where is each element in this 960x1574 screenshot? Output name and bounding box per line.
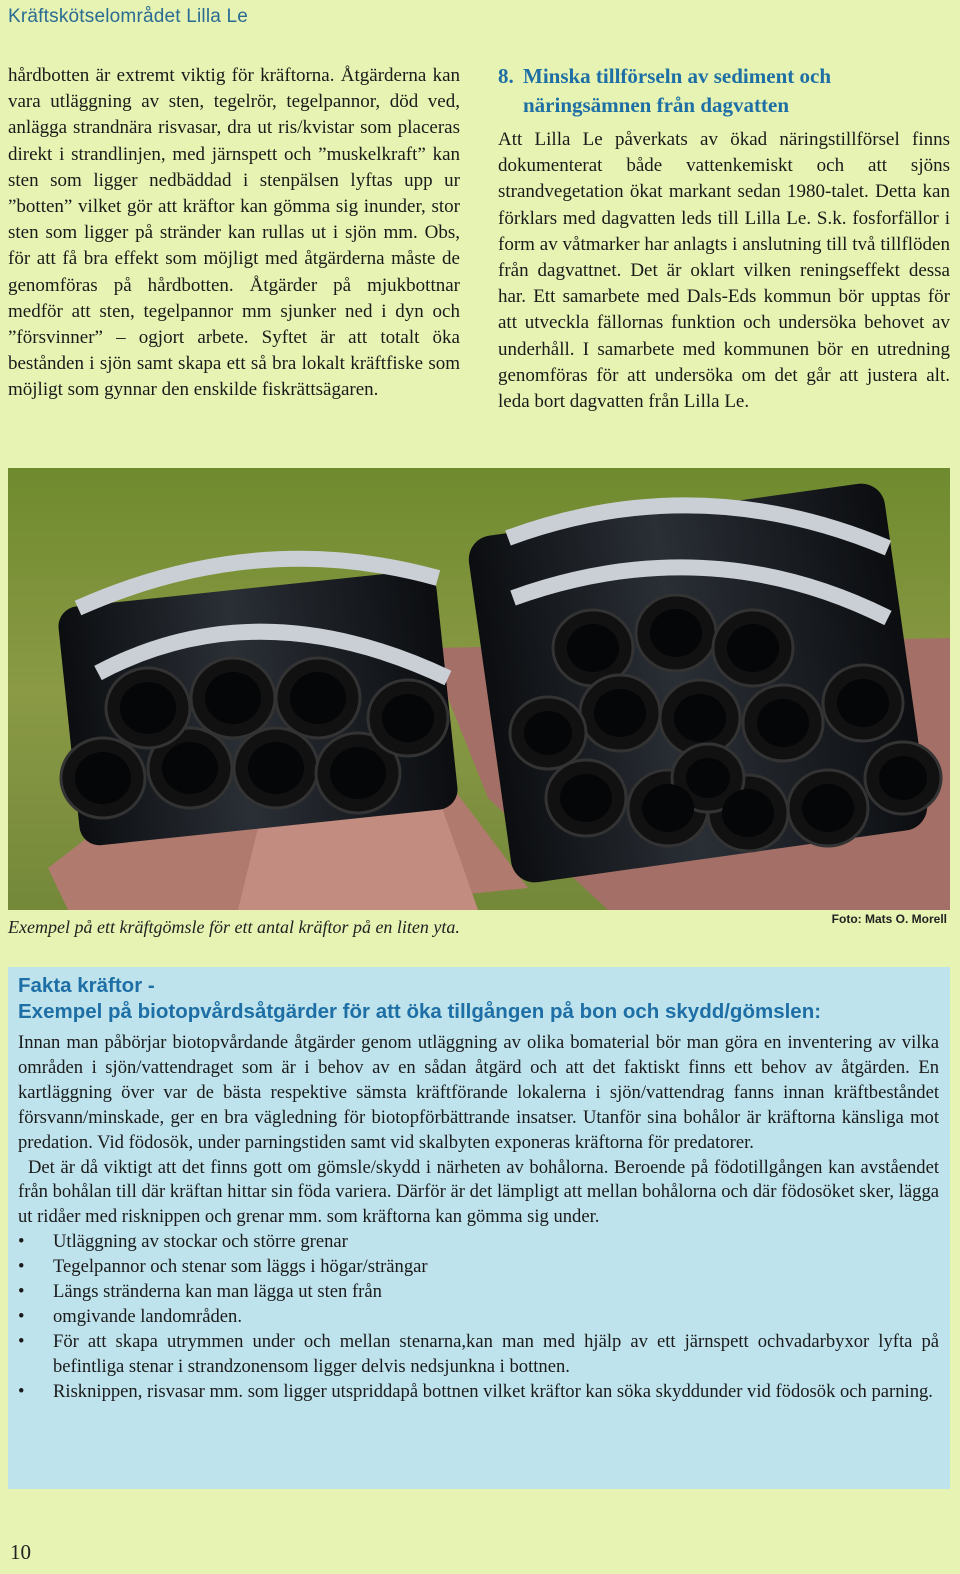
bullet-marker: • — [18, 1256, 25, 1278]
bullet-marker: • — [18, 1231, 25, 1253]
bullet-item — [18, 1330, 939, 1380]
section-heading-line2: näringsämnen från dagvatten — [523, 93, 790, 117]
fact-box-title — [18, 973, 939, 1025]
bullet-text: Längs stränderna kan man lägga ut sten från — [53, 1281, 382, 1303]
fact-box-title-line1: Fakta kräftor - — [18, 974, 155, 997]
bullet-marker: • — [18, 1380, 25, 1402]
fact-box-title-line2: Exempel på biotopvårdsåtgärder för att öka tillgången på bon och skydd/gömslen: — [18, 1000, 822, 1023]
section-number: 8. — [498, 64, 514, 88]
right-column — [498, 62, 950, 415]
bullet-text: Utläggning av stockar och större grenar — [53, 1231, 348, 1253]
running-head: Kräftskötselområdet Lilla Le — [8, 6, 249, 27]
bullet-item — [18, 1230, 939, 1255]
left-column-text: hårdbotten är extremt viktig för kräftorna. Åtgärderna kan vara utläggning av sten, tegelrör, tegelpannor, död ved, anlägga strandnära risvasar, dra ut ris/kvistar som placeras direkt i strandlinjen, med järnspett och ”muskelkraft” kan sten som ligger nedbäddad i stenpälsen lyftas upp ur ”botten” vilket gör att kräftor kan gömma sig inunder, stor sten som ligger på stränder kan rullas ut i sjön mm. Obs, för att få bra effekt som möjligt med åtgärderna måste de genomföras på hårdbotten. Åtgärder på mjukbottnar medför att sten, tegelpannor mm sjunker ned i dyn och ”försvinner” – ogjort arbete. Syftet är att totalt öka bestånden i sjön samt skapa ett så bra lokalt kräftfiske som möjligt som gynnar den enskilde fiskrättsägaren. — [8, 65, 460, 401]
fact-box — [8, 967, 950, 1489]
bullet-text: Risknippen, risvasar mm. som ligger utspriddapå bottnen vilket kräftor kan söka skyddunder vid födosök och parning. — [53, 1380, 933, 1402]
bullet-item — [18, 1380, 939, 1405]
fact-paragraph-2: Det är då viktigt att det finns gott om gömsle/skydd i närheten av bohålorna. Beroende på födotillgången kan avståendet från bohålan till där kräftan hittar sin föda variera. Därför är det lämpligt att mellan bohålorna och där födosöket sker, lägga ut ridåer med risknippen och grenar mm. som kräftorna kan gömma sig under. — [18, 1156, 939, 1228]
photo-caption: Exempel på ett kräftgömsle för ett antal kräftor på en liten yta. — [8, 917, 460, 937]
bullet-item — [18, 1280, 939, 1305]
fact-paragraph-1: Innan man påbörjar biotopvårdande åtgärder genom utläggning av olika bomaterial bör man göra en inventering av vilka områden i sjön/vattendraget som är i behov av en sådan åtgärd och att det faktiskt finns ett behov av åtgärden. En kartläggning över var de bästa respektive sämsta kräftförande lokalerna i sjön/vattendrag fanns innan kräftbeståndet försvann/minskade, ger en bra vägledning för biotopförbättrande insatser. Utanför sina bohålor är kräftorna känsliga mot predation. Vid födosök, under parningstiden samt vid skalbyten exponeras kräftorna för predatorer. — [18, 1032, 939, 1153]
right-column-text: Att Lilla Le påverkats av ökad näringstillförsel finns dokumenterat både vattenkemiskt och att sjöns strandvegetation ökat markant sedan 1980-talet. Detta kan förklars med dagvatten leds till Lilla Le. S.k. fosforfällor i form av våtmarker har anlagts i anslutning till två tillflöden från dagvattnet. Det är oklart vilken reningseffekt dessa har. Ett samarbete med Dals-Eds kommun bör upptas för att utveckla fällornas funktion och undersöka behovet av underhåll. I samarbete med kommunen bör en utredning genomföras för att undersöka om det går att justera alt. leda bort dagvatten från Lilla Le. — [498, 129, 950, 413]
photo-credit: Foto: Mats O. Morell — [831, 912, 947, 926]
fact-bullet-list — [18, 1230, 939, 1404]
photo-crayfish-shelter — [8, 468, 950, 910]
bullet-marker: • — [18, 1281, 25, 1303]
bullet-text: omgivande landområden. — [53, 1305, 242, 1327]
bullet-marker: • — [18, 1305, 25, 1327]
bullet-marker: • — [18, 1330, 25, 1352]
bullet-item — [18, 1255, 939, 1280]
section-heading-line1: Minska tillförseln av sediment och — [523, 64, 831, 88]
section-heading — [498, 62, 950, 120]
right-pipe-bundle — [466, 480, 941, 885]
bullet-item — [18, 1305, 939, 1330]
bullet-text: Tegelpannor och stenar som läggs i högar/strängar — [53, 1256, 428, 1278]
bullet-text: För att skapa utrymmen under och mellan stenarna,kan man med hjälp av ett järnspett ochvadarbyxor lyfta på befintliga stenar i strandzonensom ligger delvis nedsjunkna i bottnen. — [53, 1330, 939, 1377]
page-number: 10 — [10, 1540, 31, 1564]
